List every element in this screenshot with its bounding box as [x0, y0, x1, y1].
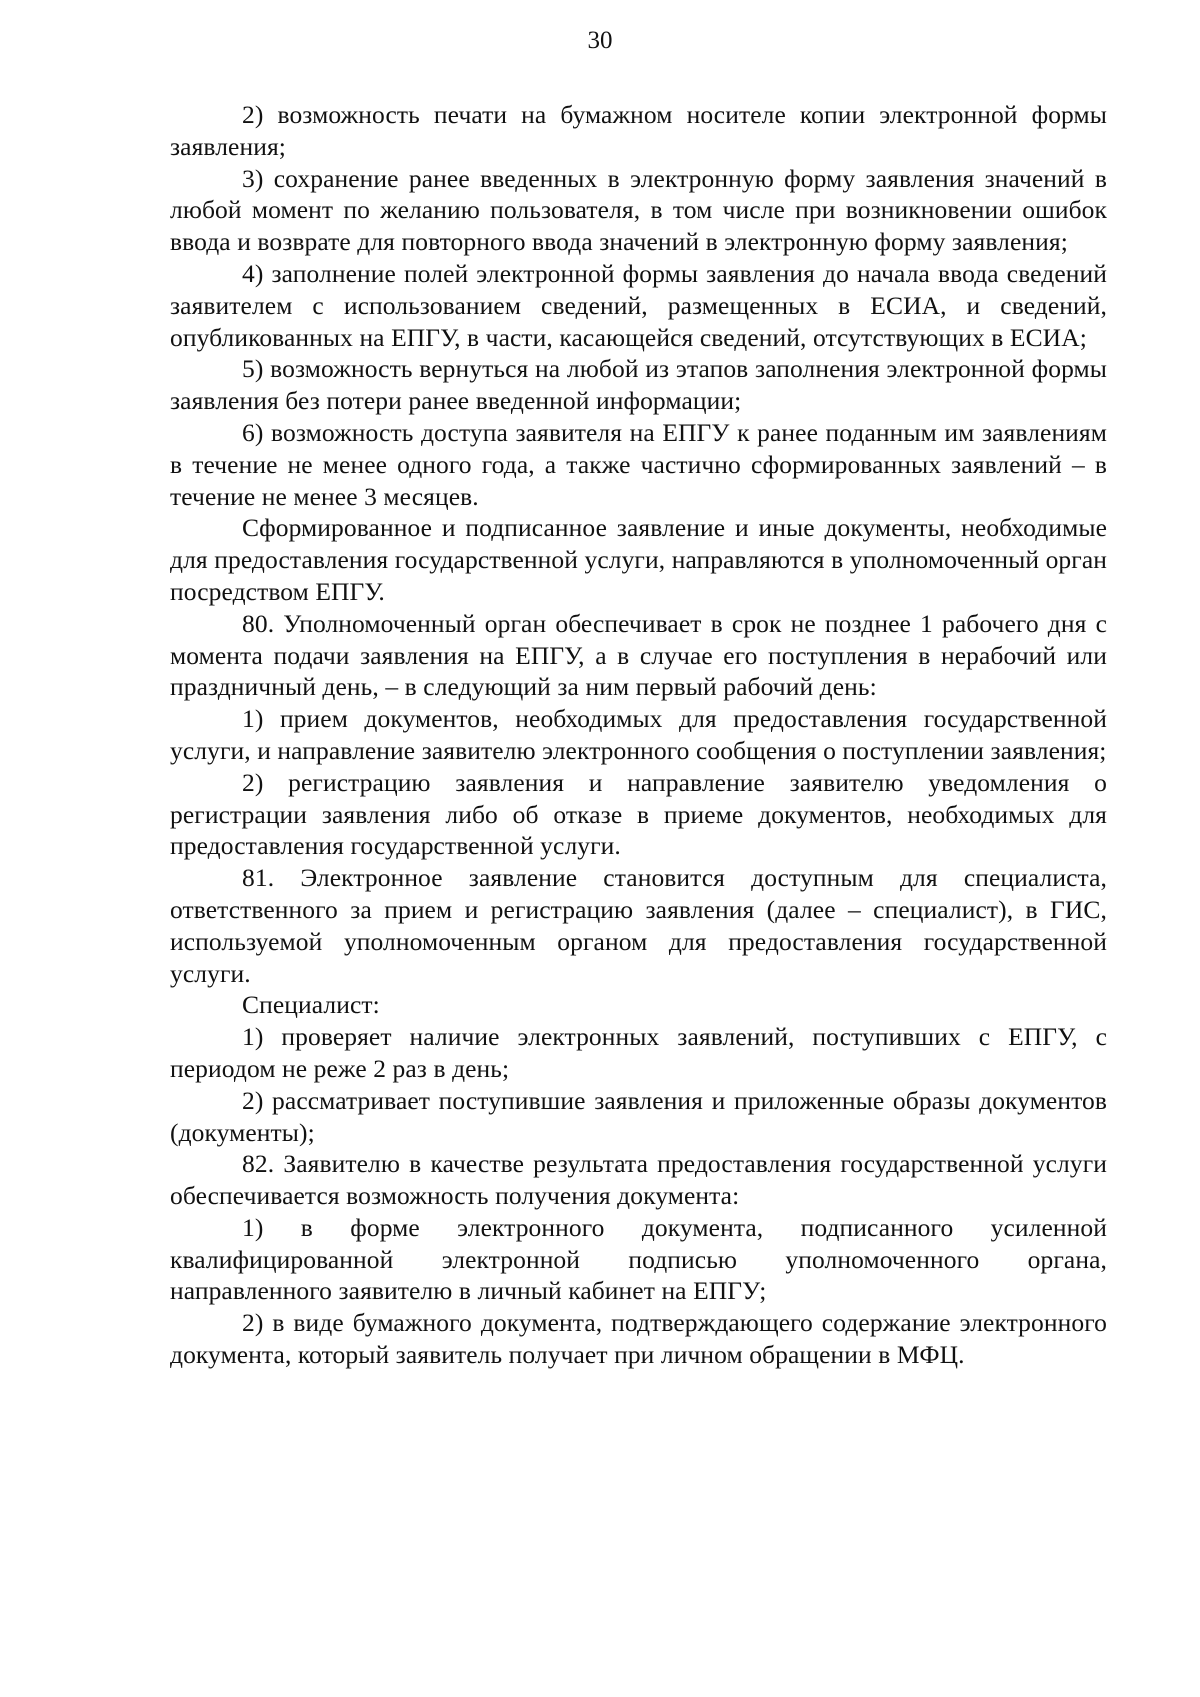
paragraph-82-item-2: 2) в виде бумажного документа, подтверждающего содержание электронного документа, который заявитель получает при личном обращении в МФЦ. — [170, 1308, 1107, 1370]
paragraph-80: 80. Уполномоченный орган обеспечивает в срок не позднее 1 рабочего дня с момента подачи заявления на ЕПГУ, а в случае его поступления в нерабочий или праздничный день, – в следующий за ним первый рабочий день: — [170, 608, 1107, 702]
paragraph-item-6: 6) возможность доступа заявителя на ЕПГУ к ранее поданным им заявлениям в течение не менее одного года, а также частично сформированных заявлений – в течение не менее 3 месяцев. — [170, 417, 1107, 511]
paragraph-82: 82. Заявителю в качестве результата предоставления государственной услуги обеспечивается возможность получения документа: — [170, 1149, 1107, 1211]
paragraph-item-3: 3) сохранение ранее введенных в электронную форму заявления значений в любой момент по желанию пользователя, в том числе при возникновении ошибок ввода и возврате для повторного ввода значений в электронную форму заявления; — [170, 163, 1107, 257]
paragraph-specialist-item-2: 2) рассматривает поступившие заявления и приложенные образы документов (документы); — [170, 1085, 1107, 1147]
page-number: 30 — [587, 27, 613, 54]
paragraph-item-4: 4) заполнение полей электронной формы заявления до начала ввода сведений заявителем с использованием сведений, размещенных в ЕСИА, и сведений, опубликованных на ЕПГУ, в части, касающейся сведений, отсутствующих в ЕСИА; — [170, 258, 1107, 352]
paragraph-80-item-1: 1) прием документов, необходимых для предоставления государственной услуги, и направление заявителю электронного сообщения о поступлении заявления; — [170, 704, 1107, 765]
paragraph-81: 81. Электронное заявление становится доступным для специалиста, ответственного за прием и регистрацию заявления (далее – специалист), в ГИС, используемой уполномоченным органом для предоставления государственной услуги. — [170, 863, 1107, 988]
paragraph-specialist: Специалист: — [242, 990, 380, 1020]
paragraph-formed-application: Сформированное и подписанное заявление и иные документы, необходимые для предоставления государственной услуги, направляются в уполномоченный орган посредством ЕПГУ. — [170, 513, 1107, 606]
document-body — [170, 99, 1107, 1371]
paragraph-item-5: 5) возможность вернуться на любой из этапов заполнения электронной формы заявления без потери ранее введенной информации; — [170, 354, 1107, 416]
paragraph-specialist-item-1: 1) проверяет наличие электронных заявлений, поступивших с ЕПГУ, с периодом не реже 2 раз в день; — [170, 1022, 1107, 1083]
paragraph-80-item-2: 2) регистрацию заявления и направление заявителю уведомления о регистрации заявления либо об отказе в приеме документов, необходимых для предоставления государственной услуги. — [170, 767, 1107, 861]
paragraph-82-item-1: 1) в форме электронного документа, подписанного усиленной квалифицированной электронной подписью уполномоченного органа, направленного заявителю в личный кабинет на ЕПГУ; — [170, 1212, 1107, 1306]
paragraph-item-2: 2) возможность печати на бумажном носителе копии электронной формы заявления; — [170, 100, 1107, 161]
